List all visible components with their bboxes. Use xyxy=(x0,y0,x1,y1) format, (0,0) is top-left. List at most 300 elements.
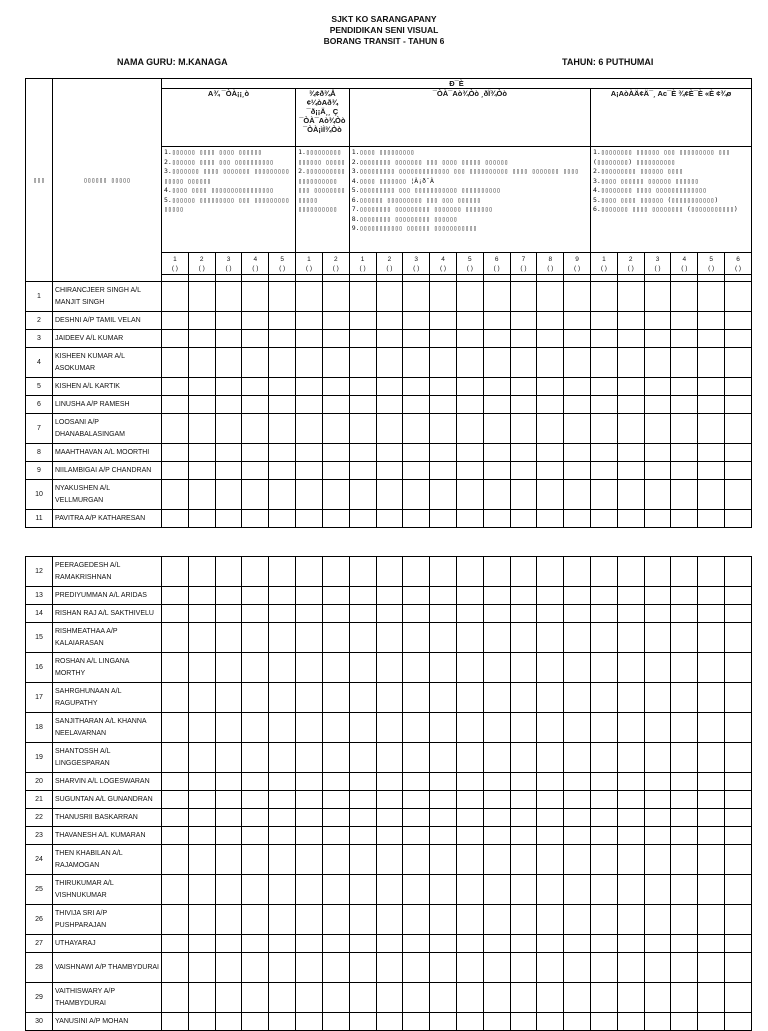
grade-cell xyxy=(537,983,564,1013)
grade-cell xyxy=(483,1013,510,1031)
grade-cell xyxy=(483,623,510,653)
grade-cell xyxy=(617,1013,644,1031)
grade-cell xyxy=(617,905,644,935)
grade-cell xyxy=(510,743,537,773)
grade-cell xyxy=(483,312,510,330)
grade-cell xyxy=(162,557,189,587)
grade-cell xyxy=(403,312,430,330)
grade-cell xyxy=(296,773,323,791)
grade-cell xyxy=(510,510,537,528)
student-number: 7 xyxy=(26,414,53,444)
grade-cell xyxy=(430,905,457,935)
grade-cell xyxy=(617,462,644,480)
student-name: THANUSRII BASKARRAN xyxy=(53,809,162,827)
grade-cell xyxy=(698,827,725,845)
grade-cell xyxy=(430,743,457,773)
student-name: PEERAGEDESH A/L RAMAKRISHNAN xyxy=(53,557,162,587)
table-row xyxy=(26,605,752,623)
grade-cell xyxy=(162,605,189,623)
grade-cell xyxy=(349,1013,376,1031)
grade-cell xyxy=(242,605,269,623)
grade-cell xyxy=(510,414,537,444)
grade-cell xyxy=(725,605,752,623)
grade-cell xyxy=(403,444,430,462)
grade-cell xyxy=(296,653,323,683)
grade-cell xyxy=(296,462,323,480)
grade-cell xyxy=(403,510,430,528)
student-number: 5 xyxy=(26,378,53,396)
subcolumn-mark: ( ) xyxy=(171,264,178,272)
grade-cell xyxy=(376,557,403,587)
grade-cell xyxy=(242,587,269,605)
grade-cell xyxy=(483,378,510,396)
grade-cell xyxy=(456,282,483,312)
grade-cell xyxy=(591,653,618,683)
subcolumn-number: 8 xyxy=(548,255,553,263)
grade-cell xyxy=(537,791,564,809)
student-name: RISHMEATHAA A/P KALAIARASAN xyxy=(53,623,162,653)
column-header-no: ▯▯▯ xyxy=(26,79,53,282)
grade-cell xyxy=(403,396,430,414)
grade-cell xyxy=(617,935,644,953)
grade-cell xyxy=(162,414,189,444)
subcolumn-header xyxy=(376,253,403,275)
grade-cell xyxy=(725,348,752,378)
grade-cell xyxy=(456,312,483,330)
grade-cell xyxy=(188,330,215,348)
grade-cell xyxy=(403,462,430,480)
grade-cell xyxy=(591,983,618,1013)
grade-cell xyxy=(483,827,510,845)
grade-cell xyxy=(296,683,323,713)
subcolumn-mark: ( ) xyxy=(252,264,259,272)
grade-cell xyxy=(215,510,242,528)
grade-cell xyxy=(215,905,242,935)
grade-cell xyxy=(269,743,296,773)
grade-cell xyxy=(456,1013,483,1031)
student-name: LINUSHA A/P RAMESH xyxy=(53,396,162,414)
student-number: 9 xyxy=(26,462,53,480)
grade-cell xyxy=(564,875,591,905)
grade-cell xyxy=(698,414,725,444)
grade-cell xyxy=(322,953,349,983)
grade-cell xyxy=(671,378,698,396)
grade-cell xyxy=(242,348,269,378)
grade-cell xyxy=(162,773,189,791)
grade-cell xyxy=(349,348,376,378)
grade-cell xyxy=(456,444,483,462)
grade-cell xyxy=(698,480,725,510)
grade-cell xyxy=(510,827,537,845)
grade-cell xyxy=(430,875,457,905)
grade-cell xyxy=(403,282,430,312)
grade-cell xyxy=(591,605,618,623)
grade-cell xyxy=(617,396,644,414)
grade-cell xyxy=(725,330,752,348)
grade-cell xyxy=(322,683,349,713)
grade-cell xyxy=(456,827,483,845)
grade-cell xyxy=(671,462,698,480)
transit-table-page2 xyxy=(25,556,752,1031)
spacer-cell xyxy=(349,275,376,282)
grade-cell xyxy=(644,953,671,983)
grade-cell xyxy=(188,348,215,378)
grade-cell xyxy=(188,396,215,414)
grade-cell xyxy=(644,653,671,683)
subcolumn-header xyxy=(349,253,376,275)
subject-name: PENDIDIKAN SENI VISUAL xyxy=(329,25,439,35)
grade-cell xyxy=(644,809,671,827)
grade-cell xyxy=(671,444,698,462)
grade-cell xyxy=(322,809,349,827)
criteria-item: 8.▯▯▯▯▯▯▯▯ ▯▯▯▯▯▯▯▯▯ ▯▯▯▯▯▯ xyxy=(351,214,458,223)
grade-cell xyxy=(242,312,269,330)
grade-cell xyxy=(242,875,269,905)
grade-cell xyxy=(188,510,215,528)
grade-cell xyxy=(322,653,349,683)
grade-cell xyxy=(537,827,564,845)
grade-cell xyxy=(269,683,296,713)
grade-cell xyxy=(591,462,618,480)
grade-cell xyxy=(456,845,483,875)
grade-cell xyxy=(269,480,296,510)
grade-cell xyxy=(242,462,269,480)
grade-cell xyxy=(430,653,457,683)
student-name: SHARVIN A/L LOGESWARAN xyxy=(53,773,162,791)
subcolumn-mark: ( ) xyxy=(574,264,581,272)
student-number: 21 xyxy=(26,791,53,809)
grade-cell xyxy=(296,743,323,773)
grade-cell xyxy=(725,1013,752,1031)
grade-cell xyxy=(269,378,296,396)
grade-cell xyxy=(698,905,725,935)
group-criteria xyxy=(591,147,752,253)
transit-table-page1 xyxy=(25,78,752,528)
grade-cell xyxy=(242,480,269,510)
grade-cell xyxy=(269,312,296,330)
grade-cell xyxy=(617,983,644,1013)
grade-cell xyxy=(671,312,698,330)
grade-cell xyxy=(456,348,483,378)
grade-cell xyxy=(537,1013,564,1031)
grade-cell xyxy=(162,875,189,905)
grade-cell xyxy=(430,773,457,791)
grade-cell xyxy=(430,935,457,953)
group-header: A¡AòÀÄ¢Ä¯¸ Ac¯È ¾¢È¯È «È ¢¾ø xyxy=(591,89,752,147)
grade-cell xyxy=(456,809,483,827)
subcolumn-number: 3 xyxy=(655,255,660,263)
grade-cell xyxy=(456,462,483,480)
spacer-cell xyxy=(564,275,591,282)
grade-cell xyxy=(349,713,376,743)
grade-cell xyxy=(644,983,671,1013)
table-row xyxy=(26,587,752,605)
grade-cell xyxy=(188,935,215,953)
grade-cell xyxy=(349,312,376,330)
grade-cell xyxy=(242,713,269,743)
grade-cell xyxy=(162,378,189,396)
table-row xyxy=(26,905,752,935)
spacer-cell xyxy=(188,275,215,282)
grade-cell xyxy=(483,953,510,983)
student-number: 30 xyxy=(26,1013,53,1031)
grade-cell xyxy=(215,953,242,983)
grade-cell xyxy=(376,713,403,743)
grade-cell xyxy=(617,683,644,713)
grade-cell xyxy=(162,905,189,935)
student-number: 12 xyxy=(26,557,53,587)
grade-cell xyxy=(242,557,269,587)
grade-cell xyxy=(376,1013,403,1031)
grade-cell xyxy=(215,480,242,510)
grade-cell xyxy=(564,683,591,713)
grade-cell xyxy=(537,773,564,791)
grade-cell xyxy=(430,953,457,983)
grade-cell xyxy=(188,312,215,330)
grade-cell xyxy=(591,713,618,743)
grade-cell xyxy=(510,713,537,743)
subcolumn-number: 1 xyxy=(307,255,311,263)
grade-cell xyxy=(188,623,215,653)
grade-cell xyxy=(376,605,403,623)
grade-cell xyxy=(215,713,242,743)
student-number: 14 xyxy=(26,605,53,623)
grade-cell xyxy=(376,773,403,791)
grade-cell xyxy=(698,983,725,1013)
grade-cell xyxy=(296,1013,323,1031)
grade-cell xyxy=(376,845,403,875)
grade-cell xyxy=(162,935,189,953)
subcolumn-header xyxy=(269,253,296,275)
grade-cell xyxy=(510,282,537,312)
student-name: PREDIYUMMAN A/L ARIDAS xyxy=(53,587,162,605)
grade-cell xyxy=(510,1013,537,1031)
grade-cell xyxy=(349,605,376,623)
grade-cell xyxy=(671,827,698,845)
grade-cell xyxy=(510,683,537,713)
grade-cell xyxy=(215,773,242,791)
grade-cell xyxy=(162,827,189,845)
grade-cell xyxy=(242,444,269,462)
grade-cell xyxy=(617,845,644,875)
grade-cell xyxy=(162,587,189,605)
student-name: YANUSINI A/P MOHAN xyxy=(53,1013,162,1031)
subcolumn-header xyxy=(242,253,269,275)
subcolumn-number: 4 xyxy=(441,255,445,263)
student-name: LOOSANI A/P DHANABALASINGAM xyxy=(53,414,162,444)
subcolumn-mark: ( ) xyxy=(359,264,366,272)
table-row xyxy=(26,743,752,773)
grade-cell xyxy=(483,983,510,1013)
grade-cell xyxy=(510,875,537,905)
grade-cell xyxy=(322,623,349,653)
grade-cell xyxy=(215,983,242,1013)
grade-cell xyxy=(322,827,349,845)
student-name: SAHRGHUNAAN A/L RAGUPATHY xyxy=(53,683,162,713)
grade-cell xyxy=(456,905,483,935)
grade-cell xyxy=(376,348,403,378)
subcolumn-header xyxy=(215,253,242,275)
grade-cell xyxy=(725,905,752,935)
criteria-item: 4.▯▯▯▯▯▯▯▯ ▯▯▯▯ ▯▯▯▯▯▯▯▯▯▯▯▯▯ xyxy=(593,186,707,194)
grade-cell xyxy=(483,713,510,743)
grade-cell xyxy=(725,791,752,809)
grade-cell xyxy=(564,623,591,653)
grade-cell xyxy=(483,935,510,953)
spacer-cell xyxy=(510,275,537,282)
grade-cell xyxy=(403,653,430,683)
grade-cell xyxy=(296,605,323,623)
grade-cell xyxy=(591,845,618,875)
grade-cell xyxy=(644,312,671,330)
grade-cell xyxy=(188,1013,215,1031)
student-name: KISHEN A/L KARTIK xyxy=(53,378,162,396)
grade-cell xyxy=(617,743,644,773)
grade-cell xyxy=(591,905,618,935)
grade-cell xyxy=(456,875,483,905)
grade-cell xyxy=(322,378,349,396)
subcolumn-header xyxy=(322,253,349,275)
spacer-cell xyxy=(698,275,725,282)
grade-cell xyxy=(162,462,189,480)
grade-cell xyxy=(430,827,457,845)
spacer-cell xyxy=(725,275,752,282)
student-number: 28 xyxy=(26,953,53,983)
grade-cell xyxy=(564,905,591,935)
grade-cell xyxy=(564,312,591,330)
grade-cell xyxy=(483,587,510,605)
subcolumn-header xyxy=(296,253,323,275)
grade-cell xyxy=(242,809,269,827)
grade-cell xyxy=(296,348,323,378)
student-name: VAITHISWARY A/P THAMBYDURAI xyxy=(53,983,162,1013)
grade-cell xyxy=(269,809,296,827)
grade-cell xyxy=(403,713,430,743)
grade-cell xyxy=(617,414,644,444)
grade-cell xyxy=(162,953,189,983)
grade-cell xyxy=(269,414,296,444)
grade-cell xyxy=(725,683,752,713)
grade-cell xyxy=(564,557,591,587)
grade-cell xyxy=(725,378,752,396)
grade-cell xyxy=(242,983,269,1013)
grade-cell xyxy=(322,743,349,773)
grade-cell xyxy=(510,312,537,330)
grade-cell xyxy=(725,845,752,875)
grade-cell xyxy=(456,480,483,510)
table-row xyxy=(26,330,752,348)
grade-cell xyxy=(644,935,671,953)
grade-cell xyxy=(617,623,644,653)
grade-cell xyxy=(376,444,403,462)
grade-cell xyxy=(403,983,430,1013)
student-name: RISHAN RAJ A/L SAKTHIVELU xyxy=(53,605,162,623)
grade-cell xyxy=(537,378,564,396)
grade-cell xyxy=(698,653,725,683)
grade-cell xyxy=(725,983,752,1013)
grade-cell xyxy=(430,1013,457,1031)
grade-cell xyxy=(698,462,725,480)
grade-cell xyxy=(322,875,349,905)
grade-cell xyxy=(296,875,323,905)
criteria-item: 6.▯▯▯▯▯▯ ▯▯▯▯▯▯▯▯▯ ▯▯▯ ▯▯▯ ▯▯▯▯▯▯ xyxy=(351,195,481,204)
grade-cell xyxy=(269,773,296,791)
grade-cell xyxy=(564,1013,591,1031)
spacer-cell xyxy=(162,275,189,282)
student-name: SANJITHARAN A/L KHANNA NEELAVARNAN xyxy=(53,713,162,743)
student-number: 18 xyxy=(26,713,53,743)
grade-cell xyxy=(591,809,618,827)
subcolumn-mark: ( ) xyxy=(413,264,420,272)
grade-cell xyxy=(322,791,349,809)
grade-cell xyxy=(242,396,269,414)
grade-cell xyxy=(725,312,752,330)
grade-cell xyxy=(510,330,537,348)
grade-cell xyxy=(537,935,564,953)
subcolumn-number: 5 xyxy=(709,255,713,263)
table-row xyxy=(26,935,752,953)
grade-cell xyxy=(430,587,457,605)
grade-cell xyxy=(725,653,752,683)
spacer-cell xyxy=(376,275,403,282)
grade-cell xyxy=(617,773,644,791)
grade-cell xyxy=(644,557,671,587)
grade-cell xyxy=(725,713,752,743)
spacer-cell xyxy=(483,275,510,282)
grade-cell xyxy=(591,827,618,845)
grade-cell xyxy=(671,557,698,587)
grade-cell xyxy=(456,414,483,444)
grade-cell xyxy=(671,713,698,743)
grade-cell xyxy=(591,510,618,528)
grade-cell xyxy=(269,330,296,348)
grade-cell xyxy=(483,743,510,773)
grade-cell xyxy=(591,935,618,953)
grade-cell xyxy=(725,557,752,587)
grade-cell xyxy=(698,953,725,983)
grade-cell xyxy=(483,414,510,444)
table-row xyxy=(26,348,752,378)
table-row xyxy=(26,378,752,396)
student-name: SHANTOSSH A/L LINGGESPARAN xyxy=(53,743,162,773)
grade-cell xyxy=(349,396,376,414)
grade-cell xyxy=(725,396,752,414)
criteria-item: 6.▯▯▯▯▯▯▯ ▯▯▯▯ ▯▯▯▯▯▯▯▯ (▯▯▯▯▯▯▯▯▯▯▯) xyxy=(593,205,738,213)
grade-cell xyxy=(188,983,215,1013)
grade-cell xyxy=(188,791,215,809)
grade-cell xyxy=(617,480,644,510)
subcolumn-mark: ( ) xyxy=(386,264,393,272)
criteria-item: 5.▯▯▯▯▯▯▯▯▯ ▯▯▯ ▯▯▯▯▯▯▯▯▯▯▯ ▯▯▯▯▯▯▯▯▯▯ xyxy=(351,186,501,194)
grade-cell xyxy=(349,557,376,587)
grade-cell xyxy=(296,713,323,743)
criteria-item: 4.▯▯▯▯ ▯▯▯▯ ▯▯▯▯▯▯▯▯▯▯▯▯▯▯▯▯ xyxy=(164,186,274,194)
grade-cell xyxy=(403,809,430,827)
grade-cell xyxy=(215,845,242,875)
grade-cell xyxy=(698,683,725,713)
grade-cell xyxy=(403,587,430,605)
subcolumn-number: 6 xyxy=(494,255,499,263)
grade-cell xyxy=(617,875,644,905)
student-name: NYAKUSHEN A/L VELLMURGAN xyxy=(53,480,162,510)
grade-cell xyxy=(591,743,618,773)
grade-cell xyxy=(349,875,376,905)
grade-cell xyxy=(698,587,725,605)
grade-cell xyxy=(242,510,269,528)
grade-cell xyxy=(349,773,376,791)
student-number: 20 xyxy=(26,773,53,791)
grade-cell xyxy=(376,480,403,510)
